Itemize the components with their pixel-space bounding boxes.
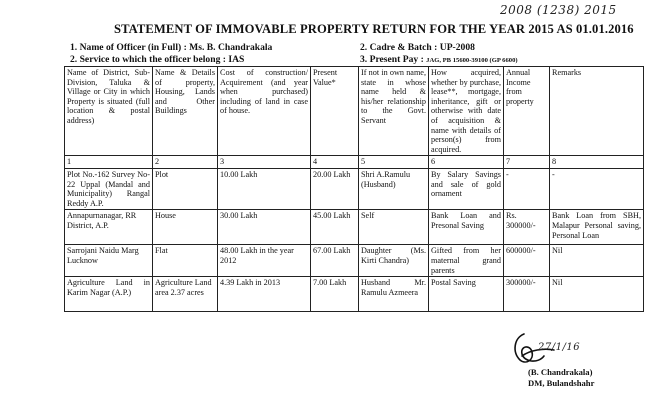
table-row xyxy=(65,277,644,312)
signatory-name: (B. Chandrakala) xyxy=(528,367,593,377)
page-title: STATEMENT OF IMMOVABLE PROPERTY RETURN FOR THE YEAR 2015 AS 01.01.2016 xyxy=(114,22,634,36)
header-acquired: How acquired, whether by purchase, lease**, mortgage, inheritance, gift or otherwise with date of acquisition & name with details of person(s) from acquired. xyxy=(429,67,504,156)
cell-acquired: Postal Saving xyxy=(429,277,504,312)
cell-income: 600000/- xyxy=(504,245,550,277)
column-number-row xyxy=(65,156,644,169)
cell-location: Annapurnanagar, RR District, A.P. xyxy=(65,210,153,245)
column-number: 4 xyxy=(311,156,359,169)
cell-acquired: Bank Loan and Presonal Saving xyxy=(429,210,504,245)
cell-value: 7.00 Lakh xyxy=(311,277,359,312)
column-number: 6 xyxy=(429,156,504,169)
cell-cost: 4.39 Lakh in 2013 xyxy=(218,277,311,312)
cell-remarks: Bank Loan from SBH, Malapur Personal saving, Personal Loan xyxy=(550,210,644,245)
present-pay xyxy=(360,54,518,65)
header-income: Annual Income from property xyxy=(504,67,550,156)
cell-location: Plot No.-162 Survey No-22 Uppal (Mandal and Municipality) Rangal Reddy A.P. xyxy=(65,168,153,209)
present-pay-label: 3. Present Pay : xyxy=(360,54,424,65)
cell-property: House xyxy=(153,210,218,245)
cell-remarks: Nil xyxy=(550,277,644,312)
cell-income: - xyxy=(504,168,550,209)
header-present-value: Present Value* xyxy=(311,67,359,156)
cell-acquired: Gifted from her maternal grand parents xyxy=(429,245,504,277)
column-number: 2 xyxy=(153,156,218,169)
column-number: 8 xyxy=(550,156,644,169)
table-row xyxy=(65,168,644,209)
cell-property: Plot xyxy=(153,168,218,209)
cell-value: 67.00 Lakh xyxy=(311,245,359,277)
cell-owner: Self xyxy=(359,210,429,245)
cell-remarks: Nil xyxy=(550,245,644,277)
property-table xyxy=(64,66,644,312)
header-row xyxy=(65,67,644,156)
signature-date: 27/1/16 xyxy=(538,342,581,353)
cell-income: Rs. 300000/- xyxy=(504,210,550,245)
signatory-designation: DM, Bulandshahr xyxy=(528,378,595,388)
service: 2. Service to which the officer belong : IAS xyxy=(70,54,245,65)
cell-acquired: By Salary Savings and sale of gold ornament xyxy=(429,168,504,209)
cell-owner: Daughter (Ms. Kirti Chandra) xyxy=(359,245,429,277)
cell-cost: 10.00 Lakh xyxy=(218,168,311,209)
cell-value: 45.00 Lakh xyxy=(311,210,359,245)
column-number: 5 xyxy=(359,156,429,169)
cell-cost: 48.00 Lakh in the year 2012 xyxy=(218,245,311,277)
table-row xyxy=(65,245,644,277)
cell-cost: 30.00 Lakh xyxy=(218,210,311,245)
present-pay-value: JAG, PB 15600-39100 (GP 6600) xyxy=(426,57,518,64)
handwritten-reference: 2008 (1238) 2015 xyxy=(500,3,617,17)
header-cost: Cost of construction/ Acquirement (and year when purchased) including of land in case of house. xyxy=(218,67,311,156)
cell-remarks: - xyxy=(550,168,644,209)
header-location: Name of District, Sub-Division, Taluka & Village or City in which Property is situated (full location & postal address) xyxy=(65,67,153,156)
cell-location: Sarrojani Naidu Marg Lucknow xyxy=(65,245,153,277)
cell-owner: Husband Mr. Ramulu Azmeera xyxy=(359,277,429,312)
header-remarks: Remarks xyxy=(550,67,644,156)
cell-income: 300000/- xyxy=(504,277,550,312)
cell-owner: Shri A.Ramulu (Husband) xyxy=(359,168,429,209)
cell-property: Flat xyxy=(153,245,218,277)
table-row xyxy=(65,210,644,245)
officer-name: 1. Name of Officer (in Full) : Ms. B. Chandrakala xyxy=(70,42,273,53)
header-property: Name & Details of property, Housing, Lands and Other Buildings xyxy=(153,67,218,156)
column-number: 1 xyxy=(65,156,153,169)
cell-value: 20.00 Lakh xyxy=(311,168,359,209)
column-number: 7 xyxy=(504,156,550,169)
column-number: 3 xyxy=(218,156,311,169)
cell-location: Agriculture Land in Karim Nagar (A.P.) xyxy=(65,277,153,312)
header-owner: If not in own name, state in whose name held & his/her relationship to the Govt. Servant xyxy=(359,67,429,156)
cell-property: Agriculture Land area 2.37 acres xyxy=(153,277,218,312)
cadre-batch: 2. Cadre & Batch : UP-2008 xyxy=(360,42,475,53)
